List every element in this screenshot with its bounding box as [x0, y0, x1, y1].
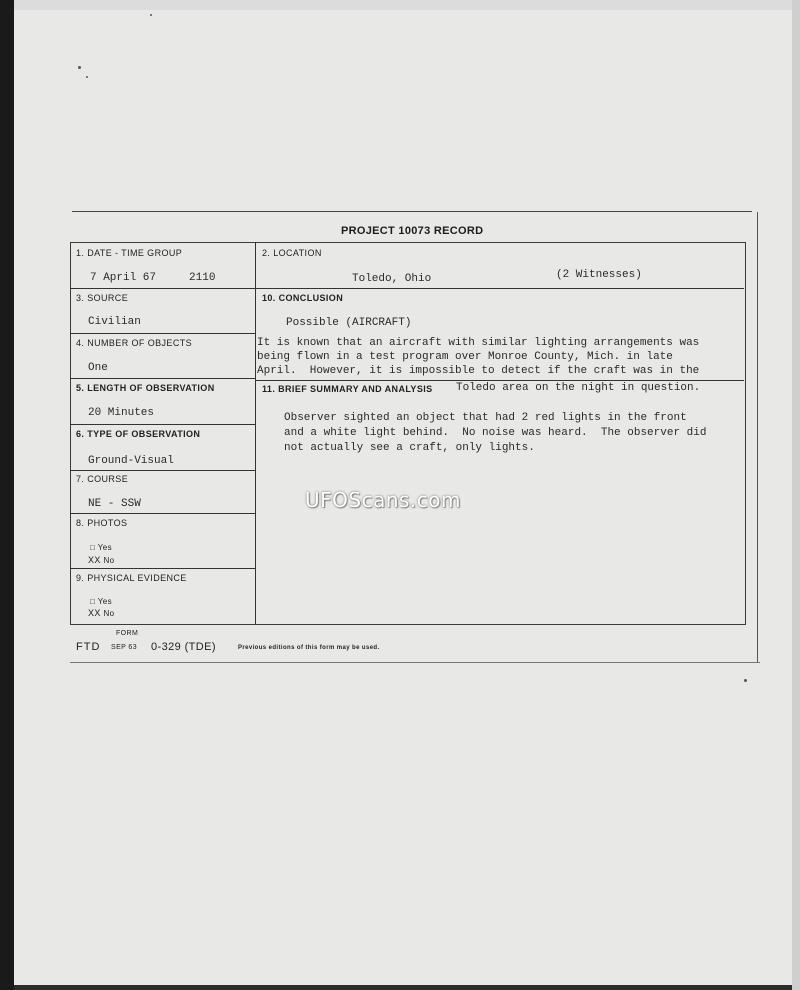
physical-evidence-no-checkbox [88, 609, 114, 620]
footer-date-code: SEP 63 [111, 644, 138, 651]
brief-summary-continuation: Toledo area on the night in question. [456, 382, 701, 394]
photos-yes-checkbox [90, 543, 112, 552]
course-value: NE - SSW [88, 498, 141, 510]
footer-form-word: FORM [116, 630, 139, 637]
watermark-text: UFOScans.com [305, 488, 461, 512]
location-witnesses: (2 Witnesses) [556, 269, 642, 281]
photos-no-label: No [103, 556, 115, 565]
photos-no-checkbox [88, 556, 114, 567]
source-label: 3. SOURCE [76, 293, 129, 303]
date-time-label: 1. DATE - TIME GROUP [76, 248, 183, 258]
checkbox-empty-icon: □ [90, 543, 96, 552]
row-rule-7 [70, 513, 256, 514]
physical-evidence-yes-checkbox [90, 597, 112, 606]
summary-line-3: not actually see a craft, only lights. [284, 442, 535, 454]
row-rule-1 [70, 288, 744, 289]
footer-note: Previous editions of this form may be used. [238, 645, 380, 651]
photos-no-mark: XX [88, 556, 101, 567]
scan-speck [150, 14, 152, 16]
row-rule-8 [70, 568, 256, 569]
physical-evidence-label: 9. PHYSICAL EVIDENCE [76, 573, 187, 583]
photos-label: 8. PHOTOS [76, 518, 128, 528]
column-divider [255, 242, 256, 624]
length-of-observation-value: 20 Minutes [88, 407, 155, 419]
conclusion-line-2: being flown in a test program over Monroe County, Mich. in late [257, 351, 673, 363]
checkbox-empty-icon: □ [90, 597, 96, 606]
scan-speck [744, 679, 747, 682]
row-rule-6 [70, 470, 256, 471]
bottom-rule [70, 662, 760, 663]
type-of-observation-label: 6. TYPE OF OBSERVATION [76, 429, 201, 439]
right-margin-line [757, 212, 758, 662]
physical-evidence-no-mark: XX [88, 609, 101, 620]
number-of-objects-value: One [88, 362, 108, 374]
scan-top-edge [0, 0, 800, 10]
scan-right-edge [792, 0, 800, 990]
conclusion-label: 10. CONCLUSION [262, 293, 344, 303]
physical-evidence-yes-label: Yes [97, 597, 112, 606]
form-title: PROJECT 10073 RECORD [341, 225, 484, 237]
row-rule-4 [70, 378, 256, 379]
number-of-objects-label: 4. NUMBER OF OBJECTS [76, 338, 193, 348]
row-rule-5 [70, 424, 256, 425]
footer-ftd: FTD [76, 641, 101, 653]
location-value: Toledo, Ohio [352, 273, 432, 285]
conclusion-line-1: It is known that an aircraft with similar lighting arrangements was [257, 337, 700, 349]
length-of-observation-label: 5. LENGTH OF OBSERVATION [76, 383, 215, 393]
location-label: 2. LOCATION [262, 248, 322, 258]
conclusion-value: Possible (AIRCRAFT) [286, 317, 412, 329]
summary-line-2: and a white light behind. No noise was heard. The observer did [284, 427, 707, 439]
conclusion-line-3: April. However, it is impossible to detect if the craft was in the [257, 365, 700, 377]
photos-yes-label: Yes [97, 543, 112, 552]
row-rule-3 [70, 333, 256, 334]
summary-line-1: Observer sighted an object that had 2 red lights in the front [284, 412, 687, 424]
date-time-value: 7 April 67 2110 [90, 272, 216, 284]
type-of-observation-value: Ground-Visual [88, 455, 174, 467]
scan-left-edge [0, 0, 14, 990]
scan-speck [86, 76, 88, 78]
top-rule [72, 211, 752, 212]
scan-speck [78, 66, 81, 69]
row-rule-11 [256, 380, 744, 381]
course-label: 7. COURSE [76, 474, 129, 484]
brief-summary-label: 11. BRIEF SUMMARY AND ANALYSIS [262, 384, 433, 394]
source-value: Civilian [88, 316, 141, 328]
physical-evidence-no-label: No [103, 609, 115, 618]
footer-form-number: 0-329 (TDE) [151, 641, 216, 653]
